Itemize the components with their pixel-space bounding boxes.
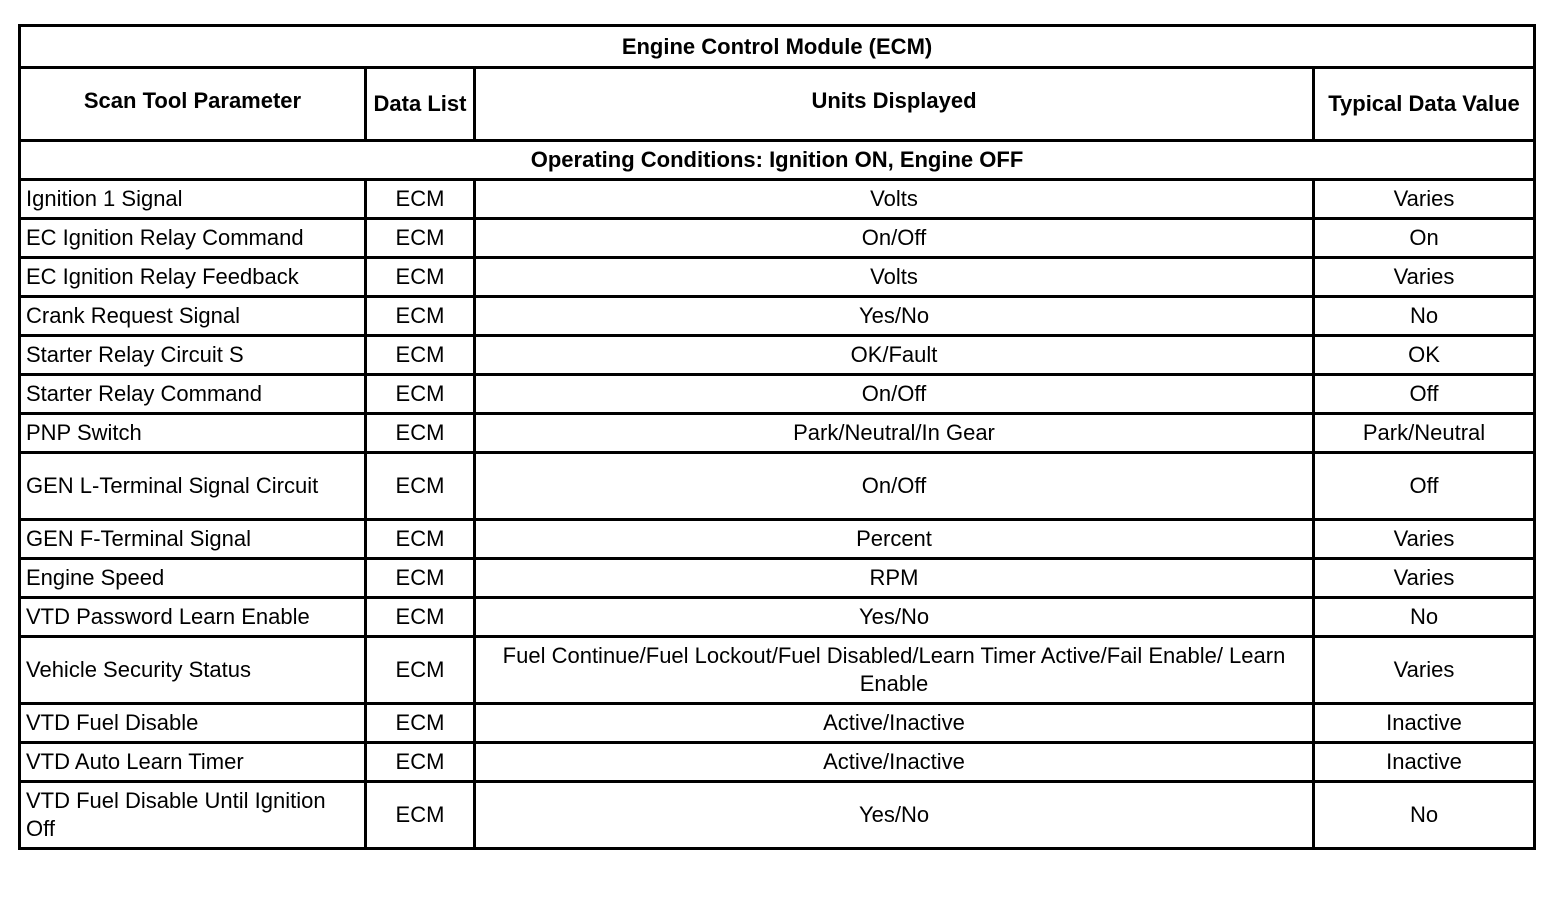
parameter-cell: Starter Relay Command: [20, 375, 366, 414]
data-list-cell: ECM: [366, 180, 475, 219]
header-scan-tool-parameter: Scan Tool Parameter: [20, 68, 366, 141]
data-list-cell: ECM: [366, 704, 475, 743]
data-list-cell: ECM: [366, 520, 475, 559]
units-cell: On/Off: [475, 375, 1314, 414]
parameter-cell: VTD Password Learn Enable: [20, 598, 366, 637]
table-row: [20, 453, 1535, 520]
typical-value-cell: Varies: [1314, 520, 1535, 559]
parameter-cell: Engine Speed: [20, 559, 366, 598]
data-list-cell: ECM: [366, 453, 475, 520]
typical-value-cell: Off: [1314, 375, 1535, 414]
table-header-row: [20, 68, 1535, 141]
units-cell: Percent: [475, 520, 1314, 559]
table-row: [20, 559, 1535, 598]
typical-value-cell: Varies: [1314, 637, 1535, 704]
typical-value-cell: Inactive: [1314, 743, 1535, 782]
parameter-cell: GEN L-Terminal Signal Circuit: [20, 453, 366, 520]
operating-conditions: Operating Conditions: Ignition ON, Engine OFF: [20, 141, 1535, 180]
table-row: [20, 336, 1535, 375]
data-list-cell: ECM: [366, 336, 475, 375]
table-title-row: [20, 26, 1535, 68]
table-row: [20, 782, 1535, 849]
header-typical-data-value: Typical Data Value: [1314, 68, 1535, 141]
parameter-cell: EC Ignition Relay Feedback: [20, 258, 366, 297]
units-cell: Volts: [475, 258, 1314, 297]
table-row: [20, 743, 1535, 782]
data-list-cell: ECM: [366, 559, 475, 598]
parameter-cell: Ignition 1 Signal: [20, 180, 366, 219]
ecm-data-table: [18, 24, 1536, 850]
data-list-cell: ECM: [366, 258, 475, 297]
typical-value-cell: Varies: [1314, 258, 1535, 297]
parameter-cell: Crank Request Signal: [20, 297, 366, 336]
typical-value-cell: No: [1314, 297, 1535, 336]
data-list-cell: ECM: [366, 414, 475, 453]
data-list-cell: ECM: [366, 297, 475, 336]
parameter-cell: Vehicle Security Status: [20, 637, 366, 704]
typical-value-cell: Varies: [1314, 180, 1535, 219]
parameter-cell: VTD Fuel Disable: [20, 704, 366, 743]
typical-value-cell: Park/Neutral: [1314, 414, 1535, 453]
units-cell: Yes/No: [475, 598, 1314, 637]
table-row: [20, 297, 1535, 336]
table-row: [20, 414, 1535, 453]
operating-conditions-row: [20, 141, 1535, 180]
parameter-cell: Starter Relay Circuit S: [20, 336, 366, 375]
parameter-cell: VTD Fuel Disable Until Ignition Off: [20, 782, 366, 849]
typical-value-cell: No: [1314, 598, 1535, 637]
table-row: [20, 598, 1535, 637]
units-cell: Park/Neutral/In Gear: [475, 414, 1314, 453]
header-units-displayed: Units Displayed: [475, 68, 1314, 141]
parameter-cell: VTD Auto Learn Timer: [20, 743, 366, 782]
units-cell: On/Off: [475, 453, 1314, 520]
data-list-cell: ECM: [366, 219, 475, 258]
data-list-cell: ECM: [366, 375, 475, 414]
units-cell: Volts: [475, 180, 1314, 219]
table-row: [20, 520, 1535, 559]
parameter-cell: EC Ignition Relay Command: [20, 219, 366, 258]
units-cell: OK/Fault: [475, 336, 1314, 375]
ecm-table-container: [18, 24, 1533, 850]
units-cell: On/Off: [475, 219, 1314, 258]
table-row: [20, 637, 1535, 704]
typical-value-cell: No: [1314, 782, 1535, 849]
data-list-cell: ECM: [366, 743, 475, 782]
table-row: [20, 219, 1535, 258]
units-cell: RPM: [475, 559, 1314, 598]
typical-value-cell: Inactive: [1314, 704, 1535, 743]
typical-value-cell: Off: [1314, 453, 1535, 520]
parameter-cell: GEN F-Terminal Signal: [20, 520, 366, 559]
table-row: [20, 180, 1535, 219]
table-title: Engine Control Module (ECM): [20, 26, 1535, 68]
table-row: [20, 258, 1535, 297]
units-cell: Active/Inactive: [475, 704, 1314, 743]
units-cell: Active/Inactive: [475, 743, 1314, 782]
typical-value-cell: OK: [1314, 336, 1535, 375]
table-row: [20, 375, 1535, 414]
units-cell: Yes/No: [475, 782, 1314, 849]
header-data-list: Data List: [366, 68, 475, 141]
units-cell: Yes/No: [475, 297, 1314, 336]
table-row: [20, 704, 1535, 743]
data-list-cell: ECM: [366, 782, 475, 849]
data-list-cell: ECM: [366, 598, 475, 637]
typical-value-cell: On: [1314, 219, 1535, 258]
parameter-cell: PNP Switch: [20, 414, 366, 453]
units-cell: Fuel Continue/Fuel Lockout/Fuel Disabled/Learn Timer Active/Fail Enable/ Learn Enable: [475, 637, 1314, 704]
data-list-cell: ECM: [366, 637, 475, 704]
typical-value-cell: Varies: [1314, 559, 1535, 598]
